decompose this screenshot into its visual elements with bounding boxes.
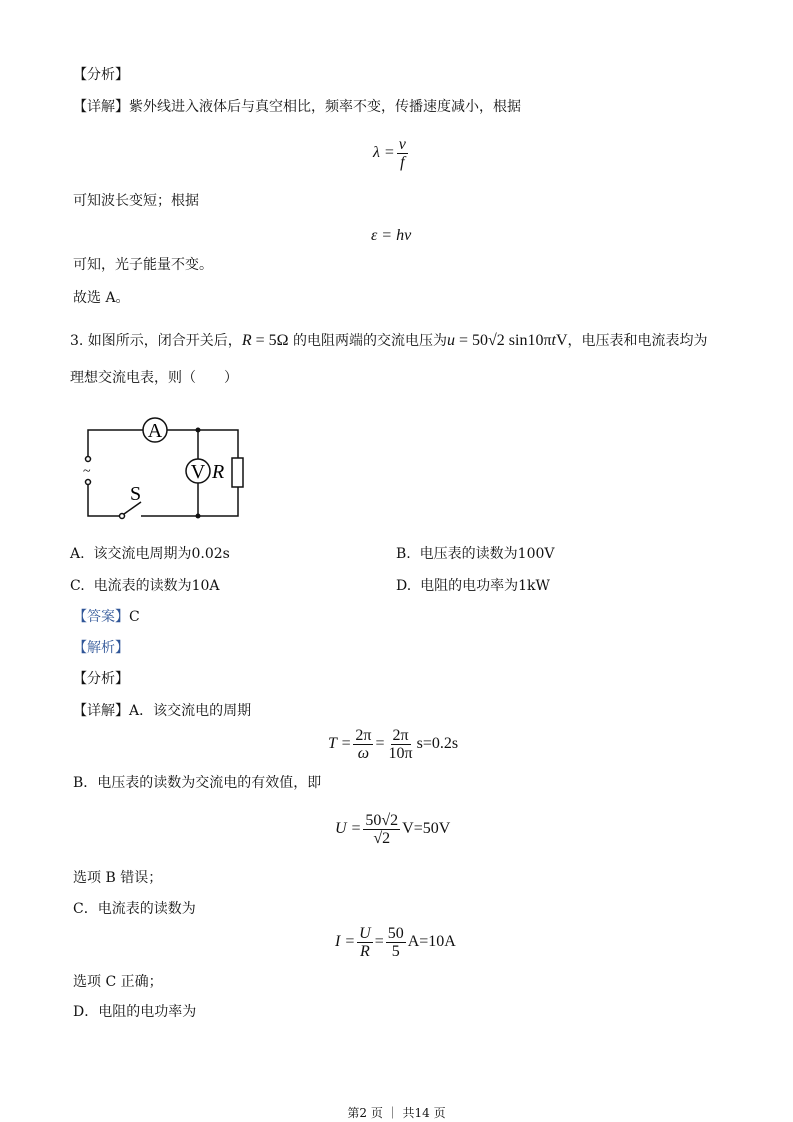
text-line: 可知波长变短；根据 (73, 193, 199, 209)
heading-explanation: 【解析】 (73, 640, 129, 656)
t: 3. 如图所示，闭合开关后， (70, 333, 242, 349)
text-line: B．电压表的读数为交流电的有效值，即 (73, 775, 322, 791)
page-footer: 第2 页 ｜ 共14 页 (347, 1106, 446, 1120)
t: √2 (373, 830, 391, 847)
switch-label: S (130, 483, 142, 505)
l: C. (70, 578, 85, 594)
text-line: 选项 B 错误； (73, 870, 163, 886)
t: 50 (387, 925, 404, 942)
resistor (232, 458, 243, 487)
t: 2π (392, 727, 409, 744)
text-line: D．电阻的电功率为 (73, 1004, 197, 1020)
l: D. (396, 578, 412, 594)
detail-paragraph (73, 702, 251, 720)
lhs: λ = (373, 144, 395, 162)
t: A=10A (407, 933, 456, 951)
tag: 【答案】 (73, 609, 129, 625)
t: s=0.2s (416, 735, 459, 753)
t: 电阻的电功率为1kW (420, 578, 550, 594)
formula-current (335, 925, 456, 960)
t: 电压表的读数为100V (419, 546, 555, 562)
t: = (375, 735, 385, 753)
t: T = (328, 735, 352, 753)
l: B. (396, 546, 411, 562)
option-c[interactable] (70, 577, 220, 595)
t: R (360, 943, 370, 960)
tag: 【详解】 (73, 99, 129, 115)
option-d[interactable] (396, 577, 550, 595)
text-line: 选项 C 正确； (73, 974, 163, 990)
formula-period (328, 727, 458, 762)
t: = 50√2 sin10π (454, 332, 552, 349)
den: f (400, 154, 405, 171)
answer (73, 608, 140, 626)
text-line: 可知，光子能量不变。 (73, 257, 213, 273)
voltmeter-label: V (190, 461, 206, 483)
t: I = (335, 933, 356, 951)
num: v (398, 136, 406, 153)
ammeter-label: A (147, 420, 163, 442)
t: 5 (391, 943, 400, 960)
t: 电流表的读数为10A (93, 578, 220, 594)
t: V=50V (402, 820, 451, 838)
resistor-label: R (212, 461, 225, 483)
text-line: 故选 A。 (73, 290, 130, 306)
option-b[interactable] (396, 545, 555, 563)
text-line: C．电流表的读数为 (73, 901, 196, 917)
t: A．该交流电的周期 (129, 703, 252, 719)
t: 2π (355, 727, 372, 744)
t: u (446, 332, 455, 349)
answer-value: C (129, 609, 140, 625)
formula-voltage (335, 812, 450, 847)
l: A. (70, 546, 85, 562)
question-stem-2: 理想交流电表，则（ ） (70, 370, 238, 386)
t: R (241, 332, 252, 349)
heading-analysis: 【分析】 (73, 671, 129, 687)
t: 10π (388, 745, 413, 762)
t: ω (357, 745, 370, 762)
t: = (374, 933, 384, 951)
t: U (359, 925, 371, 942)
t: V (555, 332, 568, 349)
t: U = (335, 820, 362, 838)
t: 50√2 (365, 812, 399, 829)
t: = 5Ω (251, 332, 289, 349)
text: 紫外线进入液体后与真空相比，频率不变，传播速度减小，根据 (129, 99, 521, 115)
t: ，电压表和电流表均为 (567, 333, 708, 349)
t: 该交流电周期为0.02s (93, 546, 230, 562)
heading-analysis: 【分析】 (73, 67, 129, 83)
tag: 【详解】 (73, 703, 129, 719)
t: t (551, 332, 556, 349)
t: 的电阻两端的交流电压为 (288, 333, 447, 349)
formula-energy: ε = hν (371, 227, 412, 244)
ac-source-symbol: ~ (83, 464, 91, 479)
option-a[interactable] (70, 545, 230, 563)
